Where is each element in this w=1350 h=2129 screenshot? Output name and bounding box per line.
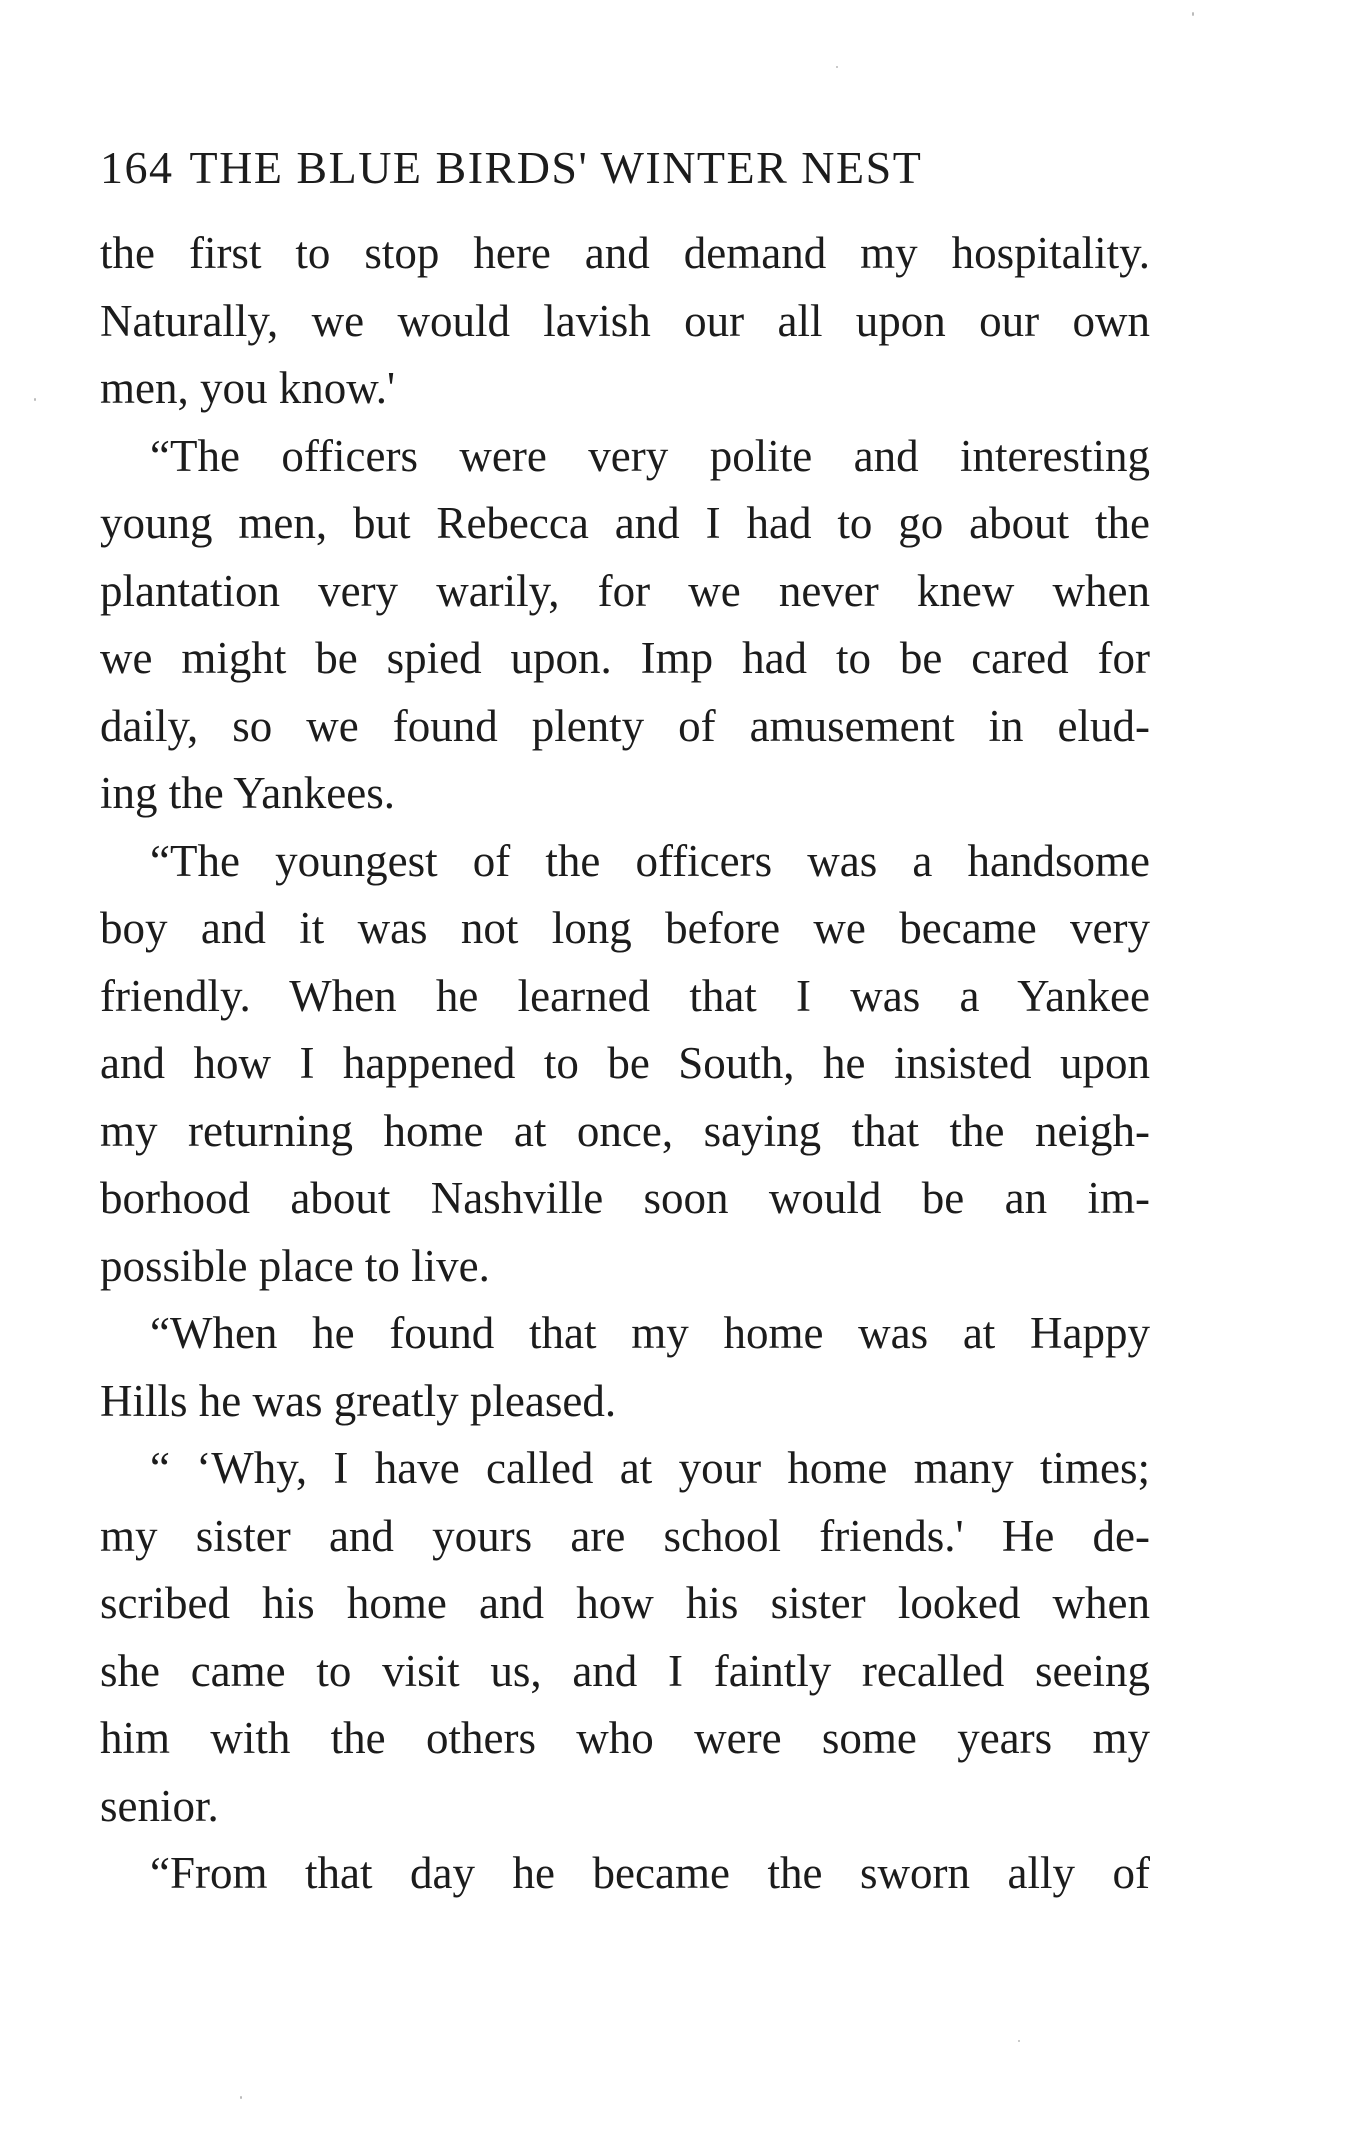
text-line: possible place to live. bbox=[100, 1240, 490, 1291]
text-line: “When he found that my home was at Happy bbox=[150, 1308, 1150, 1358]
scan-speck bbox=[1018, 2040, 1020, 2042]
text-line: him with the others who were some years my bbox=[100, 1713, 1150, 1763]
scan-speck bbox=[240, 2096, 242, 2099]
text-line: borhood about Nashville soon would be an im- bbox=[100, 1173, 1150, 1223]
text-line: ing the Yankees. bbox=[100, 768, 395, 818]
text-line: young men, but Rebecca and I had to go about the bbox=[100, 498, 1150, 548]
text-line: “The youngest of the officers was a handsome bbox=[150, 835, 1150, 886]
body-text bbox=[100, 220, 1150, 1908]
text-line: the first to stop here and demand my hospitality. bbox=[100, 228, 1150, 278]
text-line: she came to visit us, and I faintly recalled seeing bbox=[100, 1645, 1150, 1696]
text-line: daily, so we found plenty of amusement in elud- bbox=[100, 700, 1150, 751]
text-line: Hills he was greatly pleased. bbox=[100, 1375, 617, 1426]
text-line: plantation very warily, for we never knew when bbox=[100, 565, 1150, 616]
text-line: Naturally, we would lavish our all upon our own bbox=[100, 295, 1150, 346]
running-header bbox=[100, 138, 1160, 198]
text-line: senior. bbox=[100, 1780, 219, 1831]
text-line: men, you know.' bbox=[100, 363, 396, 413]
text-line: boy and it was not long before we became very bbox=[100, 903, 1150, 953]
running-title: THE BLUE BIRDS' WINTER NEST bbox=[189, 142, 923, 193]
scan-speck bbox=[836, 66, 838, 68]
text-line: my sister and yours are school friends.' He de- bbox=[100, 1510, 1150, 1561]
scan-speck bbox=[1192, 12, 1194, 16]
scan-speck bbox=[34, 398, 36, 401]
text-line: “ ‘Why, I have called at your home many times; bbox=[150, 1443, 1150, 1493]
page-number: 164 bbox=[100, 142, 174, 193]
text-line: “From that day he became the sworn ally of bbox=[150, 1848, 1150, 1898]
text-line: friendly. When he learned that I was a Yankee bbox=[100, 970, 1150, 1021]
text-line: we might be spied upon. Imp had to be cared for bbox=[100, 633, 1150, 683]
text-line: and how I happened to be South, he insisted upon bbox=[100, 1038, 1150, 1088]
text-line: my returning home at once, saying that the neigh- bbox=[100, 1105, 1150, 1156]
text-line: scribed his home and how his sister looked when bbox=[100, 1578, 1150, 1628]
text-line: “The officers were very polite and interesting bbox=[150, 430, 1150, 481]
